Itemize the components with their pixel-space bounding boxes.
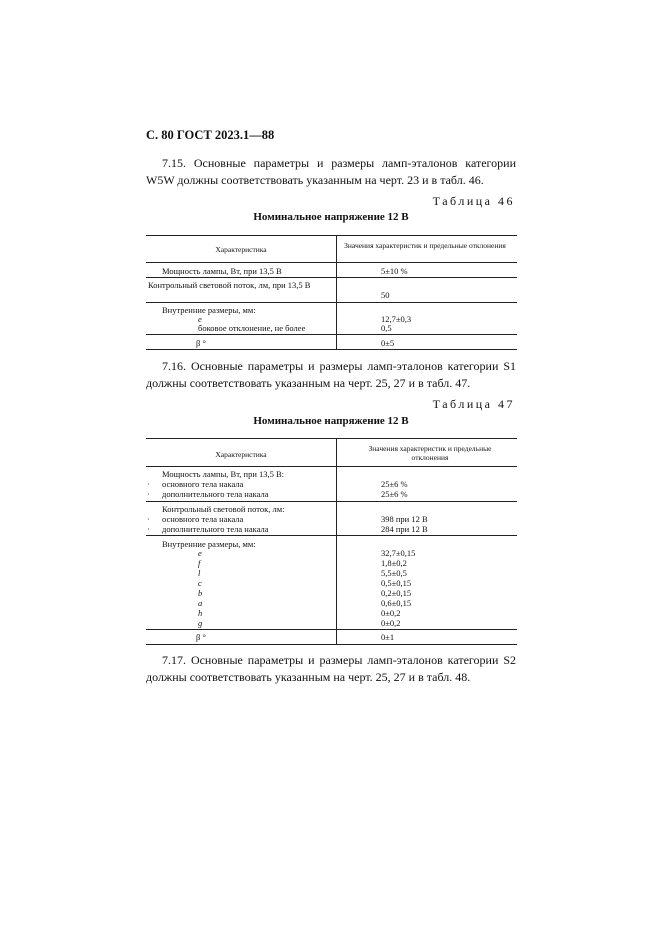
table-row-name: b [198, 588, 203, 598]
paragraph-text: 7.15. Основные параметры и размеры ламп-эталонов категории W5W должны соответствовать указанным на черт. 23 и в табл. 46. [146, 156, 516, 187]
table-row-name: a [198, 598, 203, 608]
table-row-name: β ° [196, 632, 206, 642]
table-47-top-rule [146, 438, 517, 439]
table-row-name: e [198, 314, 202, 324]
table-47-row-rule [146, 501, 517, 502]
table-row-value: 50 [381, 290, 390, 300]
table-row-name: Внутренние размеры, мм: [162, 539, 256, 549]
table-row-name: Мощность лампы, Вт, при 13,5 В: [162, 469, 285, 479]
table-46-header-rule [146, 262, 517, 263]
paragraph-7-15 [146, 155, 516, 189]
table-46-col1-header: Характеристика [215, 245, 267, 254]
table-47-col2-header: Значения характеристик и предельные отклонения [368, 444, 492, 462]
table-47-label: Таблица 47 [432, 397, 515, 411]
bullet-dot: · [147, 524, 150, 534]
table-row-value: 1,8±0,2 [381, 558, 407, 568]
bullet-dot: · [147, 479, 150, 489]
table-row-name: c [198, 578, 202, 588]
table-row-name: g [198, 618, 203, 628]
table-row-value: 398 при 12 В [381, 514, 428, 524]
table-row-name: l [198, 568, 201, 578]
table-row-name: дополнительного тела накала [162, 489, 269, 499]
bullet-dot: · [147, 489, 150, 499]
table-row-value: 0±0,2 [381, 618, 401, 628]
table-47-row-rule [146, 535, 517, 536]
table-row-name: β ° [196, 338, 206, 348]
paragraph-text: 7.17. Основные параметры и размеры ламп-эталонов категории S2 должны соответствовать указанным на черт. 25, 27 и в табл. 48. [146, 653, 516, 684]
paragraph-7-17 [146, 652, 516, 686]
table-row-value: 284 при 12 В [381, 524, 428, 534]
table-row-value: 0,5±0,15 [381, 578, 412, 588]
table-row-value: 5±10 % [381, 266, 408, 276]
table-row-name: h [198, 608, 203, 618]
table-46-row-rule [146, 277, 517, 278]
table-row-name: Внутренние размеры, мм: [162, 305, 256, 315]
table-47-bottom-rule [146, 644, 517, 645]
table-row-name: основного тела накала [162, 514, 244, 524]
table-row-value: 32,7±0,15 [381, 548, 416, 558]
table-row-name: боковое отклонение, не более [198, 323, 306, 333]
table-46-top-rule [146, 235, 517, 236]
table-47-column-divider [336, 438, 337, 644]
table-row-name: Мощность лампы, Вт, при 13,5 В [162, 266, 282, 276]
table-row-name: дополнительного тела накала [162, 524, 269, 534]
table-46-row-rule [146, 302, 517, 303]
table-46-column-divider [336, 235, 337, 349]
page-header: С. 80 ГОСТ 2023.1—88 [146, 128, 275, 142]
table-46-title: Номинальное напряжение 12 В [253, 211, 409, 223]
table-row-value: 0,5 [381, 323, 392, 333]
table-46-label: Таблица 46 [432, 194, 515, 208]
table-row-value: 5,5±0,5 [381, 568, 407, 578]
table-row-value: 25±6 % [381, 479, 408, 489]
table-47-header-rule [146, 466, 517, 467]
table-row-value: 0,6±0,15 [381, 598, 412, 608]
table-47-title: Номинальное напряжение 12 В [253, 415, 409, 427]
table-47-row-rule [146, 629, 517, 630]
table-row-name: основного тела накала [162, 479, 244, 489]
table-row-name: Контрольный световой поток, лм, при 13,5 В [148, 280, 311, 290]
bullet-dot: · [147, 514, 150, 524]
table-row-value: 0±5 [381, 338, 395, 348]
paragraph-7-16 [146, 358, 516, 392]
table-row-value: 0±0,2 [381, 608, 401, 618]
table-row-value: 0,2±0,15 [381, 588, 412, 598]
paragraph-text: 7.16. Основные параметры и размеры ламп-эталонов категории S1 должны соответствовать указанным на черт. 25, 27 и в табл. 47. [146, 359, 516, 390]
table-46-row-rule [146, 334, 517, 335]
table-46-bottom-rule [146, 349, 517, 350]
table-row-name: f [198, 558, 201, 568]
table-46-col2-header: Значения характеристик и предельные отклонения [344, 241, 506, 250]
table-47-col1-header: Характеристика [215, 450, 267, 459]
table-row-name: e [198, 548, 202, 558]
table-row-name: Контрольный световой поток, лм: [162, 504, 285, 514]
table-row-value: 0±1 [381, 632, 395, 642]
table-row-value: 12,7±0,3 [381, 314, 412, 324]
table-row-value: 25±6 % [381, 489, 408, 499]
